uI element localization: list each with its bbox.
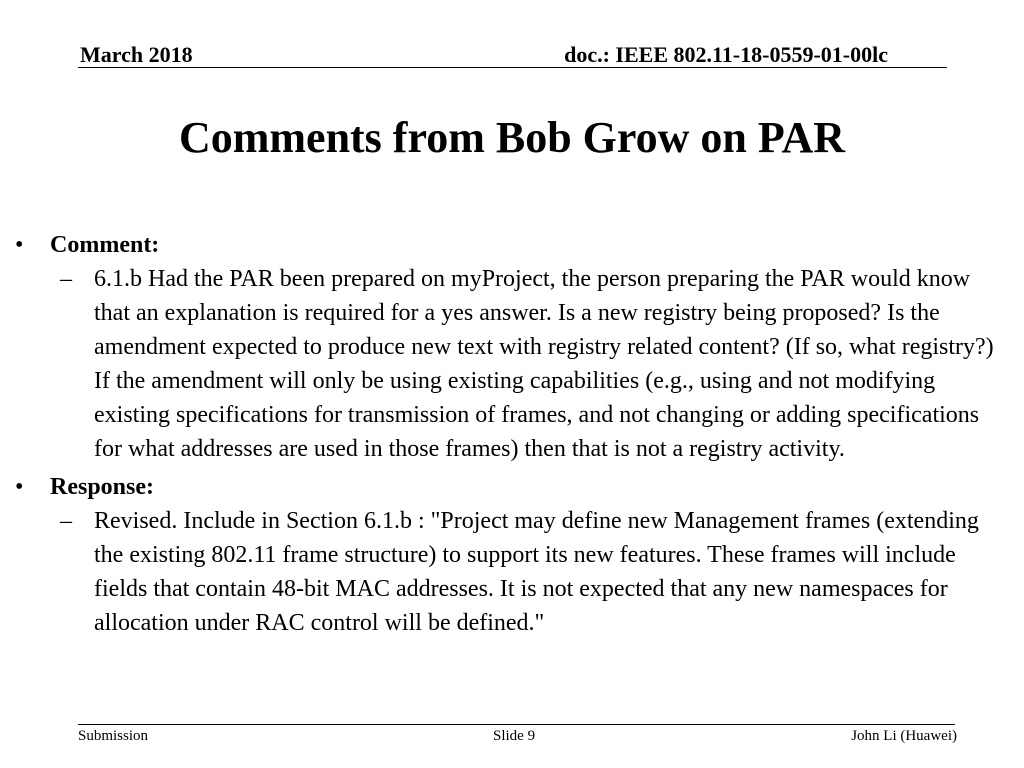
header-date: March 2018 xyxy=(80,42,193,67)
sub-bullet-response xyxy=(0,504,1024,640)
bullet-comment xyxy=(0,228,1024,262)
dash-glyph: – xyxy=(60,266,72,292)
footer-author: John Li (Huawei) xyxy=(851,728,957,744)
response-text: Revised. Include in Section 6.1.b : "Project may define new Management frames (extending the existing 802.11 frame structure) to support its new features. These frames will include fields that contain 48-bit MAC addresses. It is not expected that any new namespaces for allocation under RAC control will be defined." xyxy=(94,508,979,636)
bullet-glyph: • xyxy=(15,474,24,500)
sub-bullet-comment xyxy=(0,262,1024,466)
header-doc-id: doc.: IEEE 802.11-18-0559-01-00lc xyxy=(564,42,888,67)
bullet-glyph: • xyxy=(15,232,24,258)
footer-slide-number: Slide 9 xyxy=(493,728,536,744)
slide-title: Comments from Bob Grow on PAR xyxy=(178,113,846,162)
bullet-comment-label: Comment: xyxy=(50,232,160,258)
dash-glyph: – xyxy=(60,508,72,534)
footer-divider xyxy=(78,724,955,725)
footer-submission: Submission xyxy=(78,728,149,744)
bullet-response-label: Response: xyxy=(50,474,155,500)
bullet-response xyxy=(0,470,1024,504)
comment-text: 6.1.b Had the PAR been prepared on myProject, the person preparing the PAR would know that an explanation is required for a yes answer. Is a new registry being proposed? Is the amendment expected to produce new text with registry related content? (If so, what registry?) If the amendment will only be using existing capabilities (e.g., using and not modifying existing specifications for transmission of frames, and not changing or adding specifications for what addresses are used in those frames) then that is not a registry activity. xyxy=(94,266,994,462)
slide-body xyxy=(0,228,1024,640)
header-divider xyxy=(78,67,947,68)
